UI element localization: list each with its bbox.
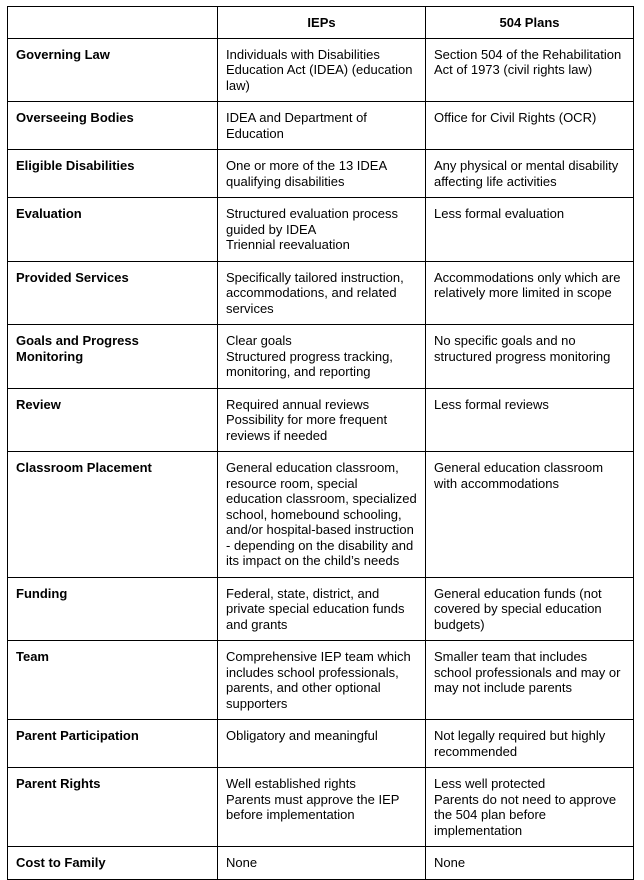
cell-line: Structured progress tracking, monitoring, and reporting [226, 348, 393, 379]
cell-line: Obligatory and meaningful [226, 728, 378, 743]
cell-line: Section 504 of the Rehabilitation Act of 1973 (civil rights law) [434, 46, 622, 77]
table-row [8, 768, 634, 847]
cell-line: Less formal evaluation [434, 206, 565, 221]
row-label: Goals and Progress Monitoring [8, 325, 218, 389]
cell-line: Accommodations only which are relatively more limited in scope [434, 269, 621, 300]
iep-cell [218, 768, 426, 847]
header-cell-empty [8, 7, 218, 39]
cell-line: Office for Civil Rights (OCR) [434, 110, 597, 125]
comparison-table [7, 6, 634, 880]
row-label: Overseeing Bodies [8, 102, 218, 150]
table-row [8, 641, 634, 720]
table-row [8, 102, 634, 150]
header-cell-ieps: IEPs [218, 7, 426, 39]
504-plan-cell [426, 577, 634, 641]
cell-line: Structured evaluation process guided by IDEA [226, 206, 398, 237]
table-row [8, 325, 634, 389]
row-label: Evaluation [8, 198, 218, 262]
cell-line: Triennial reevaluation [226, 237, 350, 252]
table-row [8, 38, 634, 102]
cell-line: Individuals with Disabilities Education Act (IDEA) (education law) [226, 46, 413, 93]
504-plan-cell [426, 388, 634, 452]
header-row [8, 7, 634, 39]
cell-line: General education classroom with accommodations [434, 460, 604, 491]
iep-cell [218, 102, 426, 150]
cell-line: General education funds (not covered by special education budgets) [434, 585, 602, 632]
iep-cell [218, 847, 426, 880]
iep-cell [218, 198, 426, 262]
504-plan-cell [426, 261, 634, 325]
504-plan-cell [426, 198, 634, 262]
table-row [8, 452, 634, 578]
row-label: Review [8, 388, 218, 452]
504-plan-cell [426, 847, 634, 880]
iep-cell [218, 720, 426, 768]
table-row [8, 720, 634, 768]
iep-cell [218, 641, 426, 720]
cell-line: Possibility for more frequent reviews if needed [226, 412, 388, 443]
table-row [8, 198, 634, 262]
cell-line: One or more of the 13 IDEA qualifying disabilities [226, 158, 387, 189]
iep-cell [218, 150, 426, 198]
504-plan-cell [426, 325, 634, 389]
iep-cell [218, 452, 426, 578]
table-row [8, 150, 634, 198]
cell-line: Not legally required but highly recommended [434, 728, 606, 759]
row-label: Classroom Placement [8, 452, 218, 578]
iep-cell [218, 388, 426, 452]
table-body [8, 38, 634, 879]
cell-line: Less formal reviews [434, 396, 549, 412]
cell-line: Well established rights [226, 776, 356, 791]
cell-line: Parents do not need to approve the 504 plan before implementation [434, 791, 617, 838]
table-row [8, 847, 634, 880]
cell-line: None [434, 855, 466, 870]
header-cell-504-plans: 504 Plans [426, 7, 634, 39]
row-label: Cost to Family [8, 847, 218, 880]
row-label: Provided Services [8, 261, 218, 325]
cell-line: Comprehensive IEP team which includes school professionals, parents, and other optional supporters [226, 649, 411, 711]
cell-line: Federal, state, district, and private special education funds and grants [226, 585, 405, 632]
cell-line: No specific goals and no structured progress monitoring [434, 333, 611, 364]
cell-line: Less well protected [434, 776, 546, 791]
row-label: Team [8, 641, 218, 720]
row-label: Funding [8, 577, 218, 641]
row-label: Parent Rights [8, 768, 218, 847]
504-plan-cell [426, 641, 634, 720]
table-row [8, 388, 634, 452]
504-plan-cell [426, 150, 634, 198]
row-label: Eligible Disabilities [8, 150, 218, 198]
iep-cell [218, 38, 426, 102]
cell-line: IDEA and Department of Education [226, 110, 367, 141]
row-label: Parent Participation [8, 720, 218, 768]
table-row [8, 577, 634, 641]
504-plan-cell [426, 38, 634, 102]
cell-line: Any physical or mental disability affecting life activities [434, 158, 619, 189]
table-header [8, 7, 634, 39]
iep-cell [218, 261, 426, 325]
cell-line: Required annual reviews [226, 396, 370, 412]
table-row [8, 261, 634, 325]
cell-line: General education classroom, resource room, special education classroom, specialized school, homebound schooling, and/or hospital-based instruction - depending on the disability and its impact on the child’s needs [226, 460, 417, 568]
row-label: Governing Law [8, 38, 218, 102]
cell-line: Smaller team that includes school professionals and may or may not include parents [434, 649, 621, 695]
504-plan-cell [426, 102, 634, 150]
504-plan-cell [426, 720, 634, 768]
cell-line: Clear goals [226, 333, 292, 348]
cell-line: Specifically tailored instruction, accommodations, and related services [226, 269, 404, 316]
504-plan-cell [426, 768, 634, 847]
cell-line: Parents must approve the IEP before implementation [226, 791, 400, 822]
iep-cell [218, 325, 426, 389]
cell-line: None [226, 855, 258, 870]
iep-cell [218, 577, 426, 641]
504-plan-cell [426, 452, 634, 578]
